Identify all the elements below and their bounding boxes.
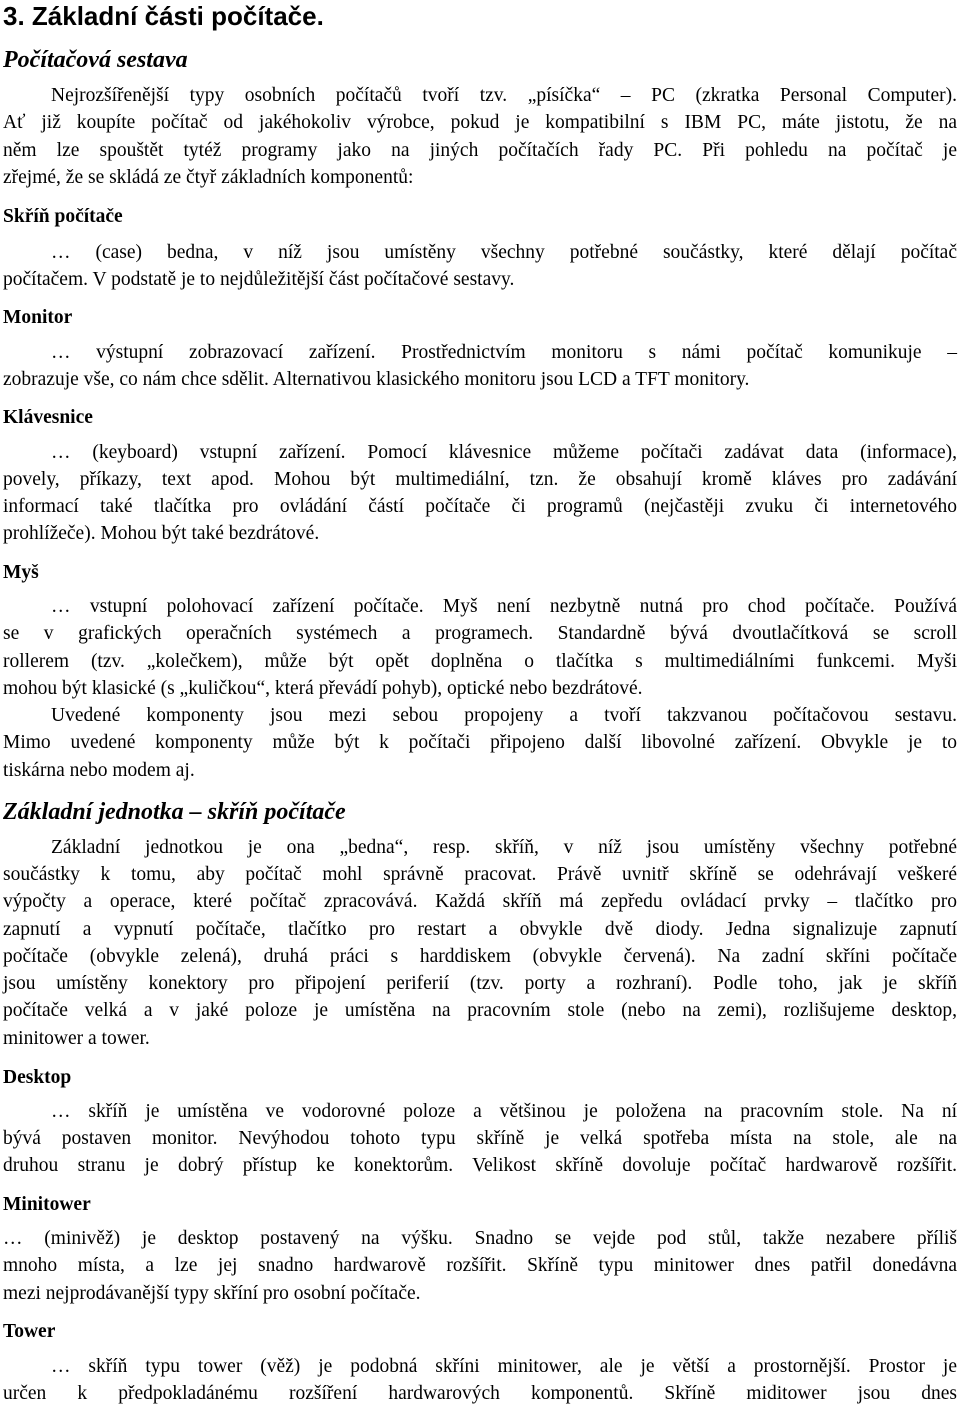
subheading-desktop: Desktop <box>3 1067 72 1088</box>
chapter-title: 3. Základní části počítače. <box>3 1 324 31</box>
paragraph-line: … skříň typu tower (věž) je podobná skříni minitower, ale je větší a prostornější. Prostor je <box>51 1356 957 1377</box>
paragraph-line: součástky k tomu, aby počítač mohl správně pracovat. Právě uvnitř skříně se odehrávají veškeré <box>3 864 957 885</box>
paragraph-line: informací také tlačítka pro ovládání částí počítače či programů (nejčastěji zvuku či internetového <box>3 496 957 517</box>
paragraph-line: jsou umístěny konektory pro připojení periferií (tzv. porty a rozhraní). Podle toho, jak je skříň <box>3 973 957 994</box>
section-heading-base-unit: Základní jednotka – skříň počítače <box>3 799 346 825</box>
paragraph-line: druhou stranu je dobrý přístup ke konektorům. Velikost skříně dovoluje počítač hardwarově rozšířit. <box>3 1155 957 1176</box>
paragraph-line: zřejmé, že se skládá ze čtyř základních komponentů: <box>3 167 414 188</box>
paragraph-line: Nejrozšířenější typy osobních počítačů tvoří tzv. „písíčka“ – PC (zkratka Personal Computer). <box>51 85 957 106</box>
paragraph-line: počítače velká a v jaké poloze je umístěna na pracovním stole (nebo na zemi), rozlišujeme desktop, <box>3 1000 957 1021</box>
paragraph-line: Uvedené komponenty jsou mezi sebou propojeny a tvoří takzvanou počítačovou sestavu. <box>51 705 957 726</box>
subheading-monitor: Monitor <box>3 307 73 328</box>
paragraph-line: se v grafických operačních systémech a programech. Standardně bývá dvoutlačítková se scroll <box>3 623 957 644</box>
paragraph-line: počítačem. V podstatě je to nejdůležitější část počítačové sestavy. <box>3 269 515 290</box>
paragraph-line: něm lze spouštět tytéž programy jako na jiných počítačích řady PC. Při pohledu na počítač je <box>3 140 957 161</box>
paragraph-line: bývá postaven monitor. Nevýhodou tohoto typu skříně je velká spotřeba místa na stole, ale na <box>3 1128 957 1149</box>
subheading-minitower: Minitower <box>3 1194 91 1215</box>
paragraph-line: zobrazuje vše, co nám chce sdělit. Alternativou klasického monitoru jsou LCD a TFT monitory. <box>3 369 750 390</box>
paragraph-line: mnoho místa, a lze jej snadno hardwarově rozšířit. Skříně typu minitower dnes patřil donedávna <box>3 1255 957 1276</box>
paragraph-line: tiskárna nebo modem aj. <box>3 760 195 781</box>
paragraph-line: rollerem (tzv. „kolečkem), může být opět doplněna o tlačítka s multimediálními funkcemi. Myši <box>3 651 957 672</box>
paragraph-line: mezi nejprodávanější typy skříní pro osobní počítače. <box>3 1283 421 1304</box>
section-heading-pc-set: Počítačová sestava <box>3 47 188 73</box>
paragraph-line: mohou být klasické (s „kuličkou“, která převádí pohyb), optické nebo bezdrátové. <box>3 678 643 699</box>
paragraph-line: Mimo uvedené komponenty může být k počítači připojeno další libovolné zařízení. Obvykle je to <box>3 732 957 753</box>
paragraph-line: Základní jednotkou je ona „bedna“, resp. skříň, v níž jsou umístěny všechny potřebné <box>51 837 957 858</box>
subheading-case: Skříň počítače <box>3 206 123 227</box>
paragraph-line: Ať již koupíte počítač od jakéhokoliv výrobce, pokud je kompatibilní s IBM PC, máte jistotu, že na <box>3 112 957 133</box>
paragraph-line: zapnutí a vypnutí počítače, tlačítko pro restart a obvykle dvě diody. Jedna signalizuje zapnutí <box>3 919 957 940</box>
paragraph-line: … (keyboard) vstupní zařízení. Pomocí klávesnice můžeme počítači zadávat data (informace), <box>51 442 957 463</box>
paragraph-line: prohlížeče). Mohou být také bezdrátové. <box>3 523 320 544</box>
paragraph-line: povely, příkazy, text apod. Mohou být multimediální, tzn. že obsahují kromě kláves pro zadávání <box>3 469 957 490</box>
paragraph-line: … (case) bedna, v níž jsou umístěny všechny potřebné součástky, které dělají počítač <box>51 242 957 263</box>
paragraph-line: výpočty a operace, které počítač zpracovává. Každá skříň má zepředu ovládací prvky – tlačítko pro <box>3 891 957 912</box>
paragraph-line: … (minivěž) je desktop postavený na výšku. Snadno se vejde pod stůl, takže nezabere příliš <box>3 1228 957 1249</box>
paragraph-line: … vstupní polohovací zařízení počítače. Myš není nezbytně nutná pro chod počítače. Používá <box>51 596 957 617</box>
paragraph-line: minitower a tower. <box>3 1028 150 1049</box>
paragraph-line: … výstupní zobrazovací zařízení. Prostřednictvím monitoru s námi počítač komunikuje – <box>51 342 957 363</box>
paragraph-line: určen k předpokladánému rozšíření hardwarových komponentů. Skříně miditower jsou dnes <box>3 1383 957 1404</box>
paragraph-line: počítače (obvykle zelená), druhá práci s harddiskem (obvykle červená). Na zadní skříni počítače <box>3 946 957 967</box>
paragraph-line: … skříň je umístěna ve vodorovné poloze a většinou je položena na pracovním stole. Na ní <box>51 1101 957 1122</box>
subheading-keyboard: Klávesnice <box>3 407 93 428</box>
subheading-mouse: Myš <box>3 562 39 583</box>
subheading-tower: Tower <box>3 1321 56 1342</box>
